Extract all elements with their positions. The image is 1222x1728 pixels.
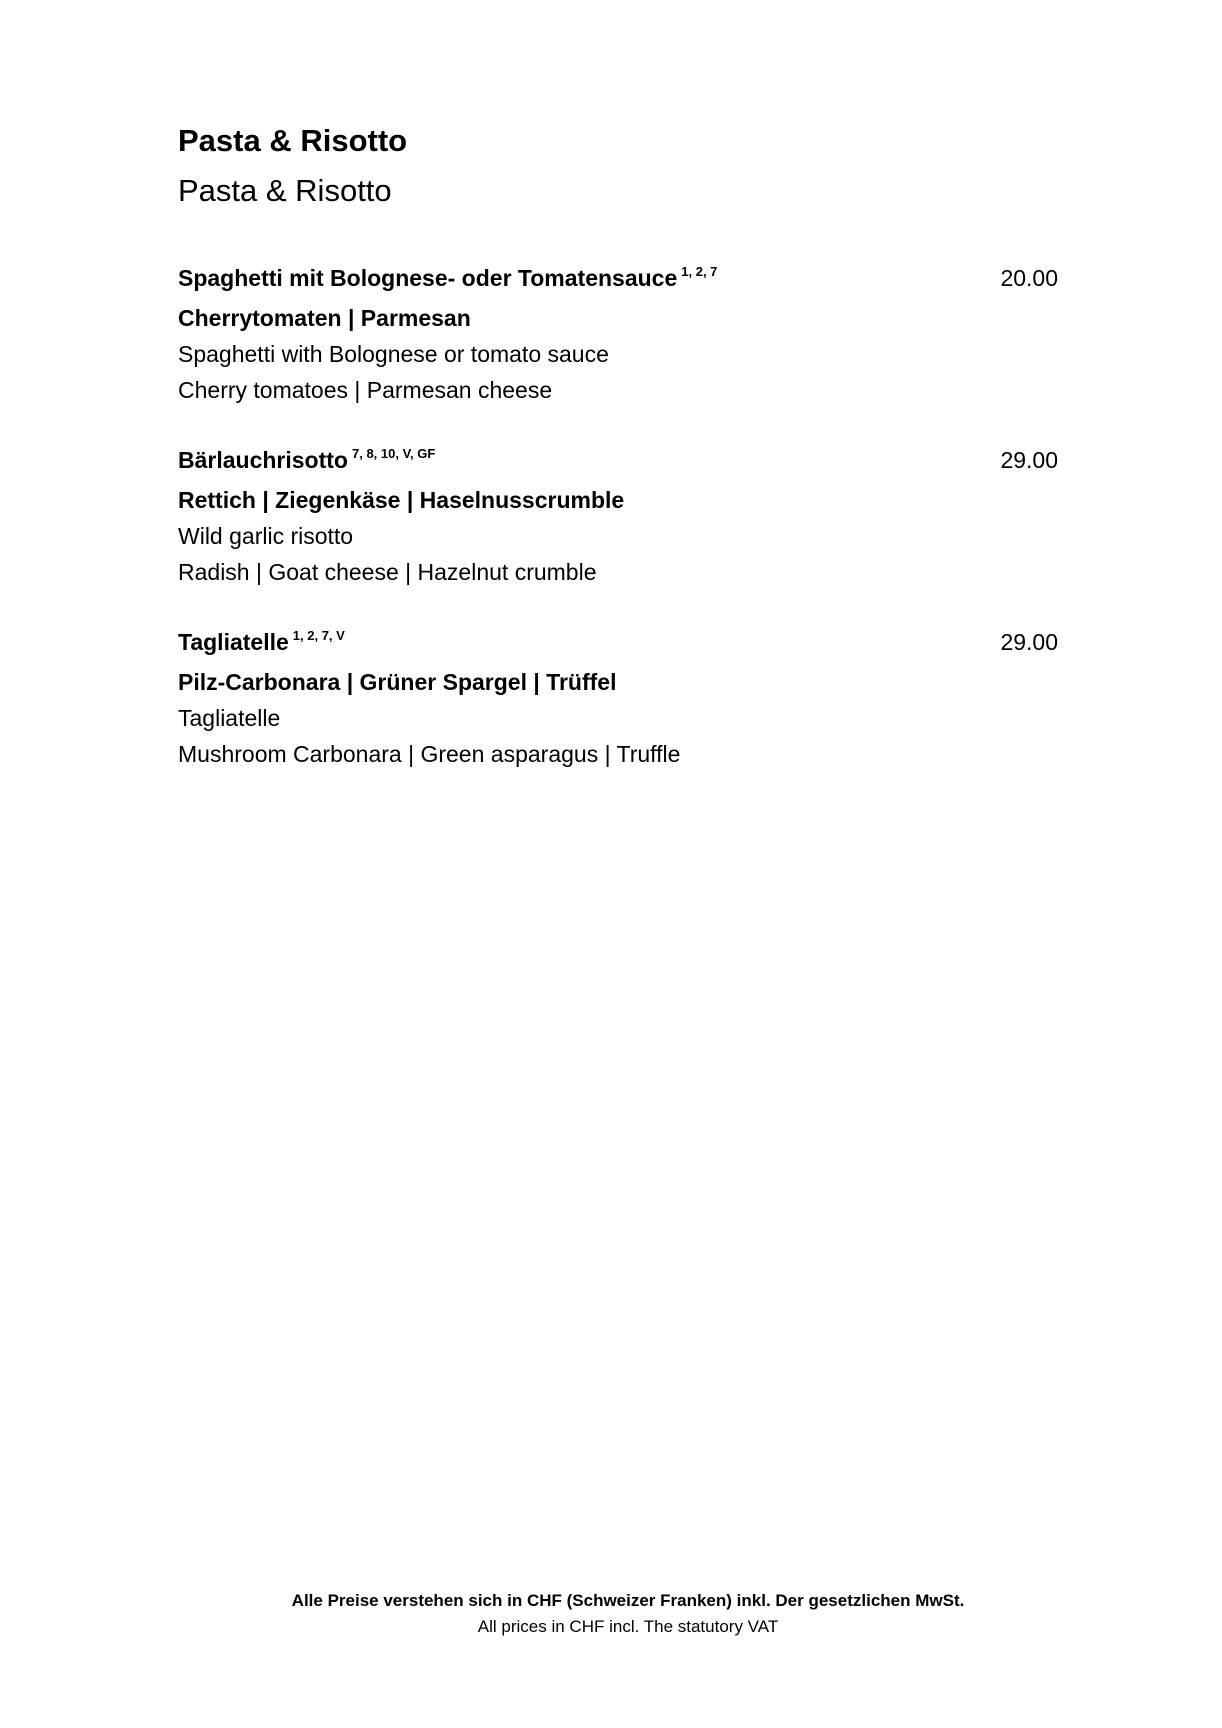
dish-price: 29.00 (1000, 447, 1058, 473)
dish-price: 20.00 (1000, 265, 1058, 291)
section-subtitle: Pasta & Risotto (178, 173, 392, 208)
dish-garnish-en: Cherry tomatoes | Parmesan cheese (178, 377, 553, 403)
allergen-codes: 1, 2, 7, V (292, 628, 345, 643)
dish-garnish-de: Rettich | Ziegenkäse | Haselnusscrumble (178, 487, 625, 513)
price-note-de: Alle Preise verstehen sich in CHF (Schweizer Franken) inkl. Der gesetzlichen MwSt. (291, 1591, 965, 1610)
dish-garnish-en: Mushroom Carbonara | Green asparagus | Truffle (178, 741, 681, 767)
dish-name: Spaghetti mit Bolognese- oder Tomatensauce (178, 265, 678, 291)
dish-name-en: Tagliatelle (178, 705, 281, 731)
dish-name-en: Spaghetti with Bolognese or tomato sauce (178, 341, 609, 367)
allergen-codes: 7, 8, 10, V, GF (351, 446, 436, 461)
dish-name-container (178, 624, 1058, 664)
dish-name-en: Wild garlic risotto (178, 523, 354, 549)
dish-name: Tagliatelle (178, 629, 289, 655)
dish-price: 29.00 (1000, 629, 1058, 655)
dish-garnish-de: Cherrytomaten | Parmesan (178, 305, 471, 331)
dish-name-container (178, 442, 1058, 482)
menu-item-spaghetti (178, 260, 1058, 408)
menu-item-tagliatelle (178, 624, 1058, 772)
price-note (0, 1588, 1222, 1640)
dish-name: Bärlauchrisotto (178, 447, 348, 473)
allergen-codes: 1, 2, 7 (681, 264, 718, 279)
dish-garnish-en: Radish | Goat cheese | Hazelnut crumble (178, 559, 597, 585)
menu-item-risotto (178, 442, 1058, 590)
section-title: Pasta & Risotto (178, 123, 408, 158)
dish-name-container (178, 260, 1058, 300)
price-note-en: All prices in CHF incl. The statutory VAT (477, 1617, 779, 1636)
dish-garnish-de: Pilz-Carbonara | Grüner Spargel | Trüffel (178, 669, 617, 695)
